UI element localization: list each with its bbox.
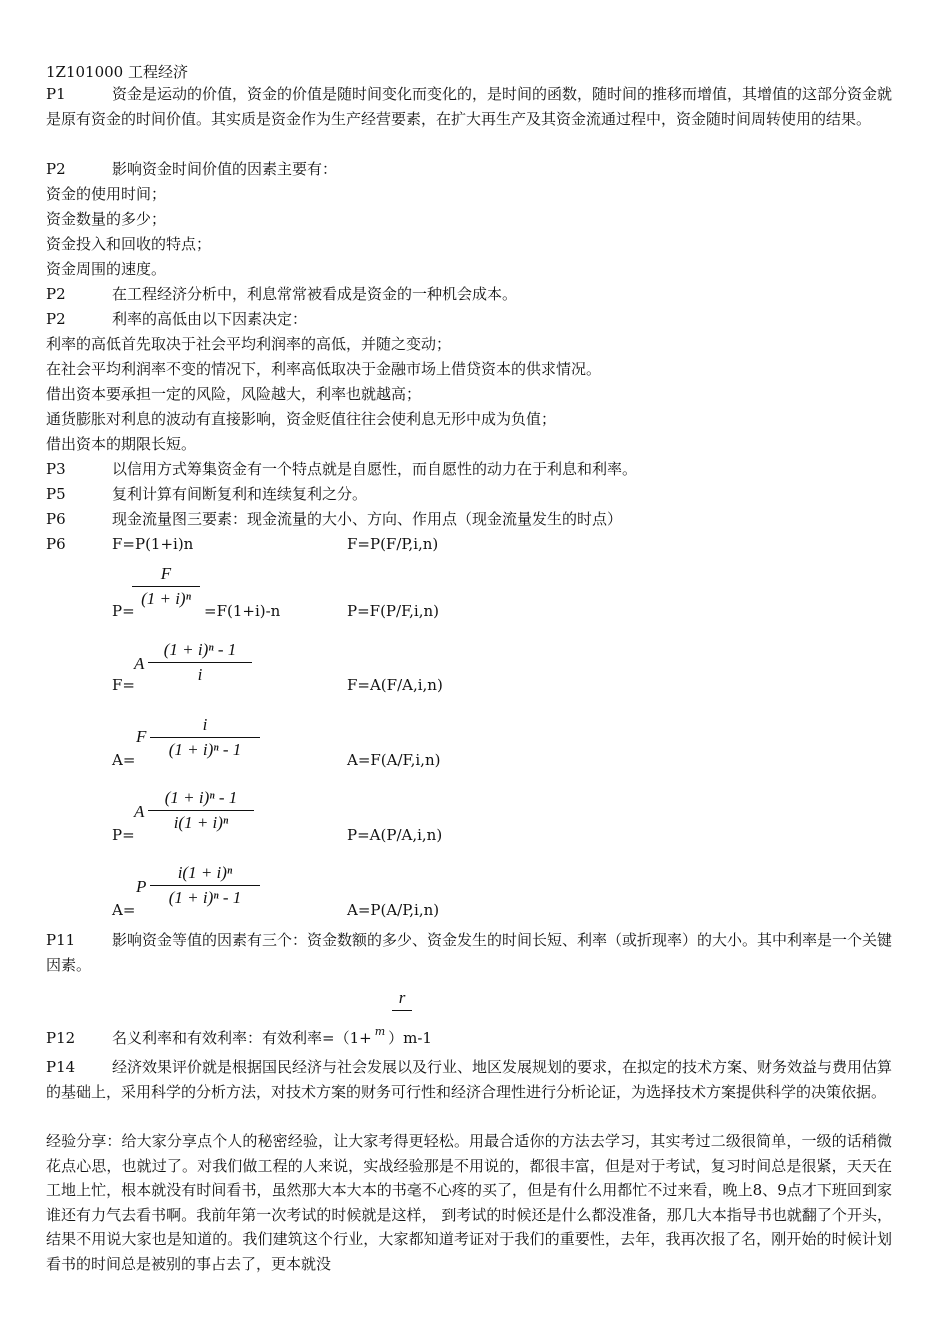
- formula-coefficient: A: [134, 802, 145, 821]
- page-tag: P14: [46, 1058, 76, 1076]
- paragraph-p3: [46, 459, 637, 479]
- paragraph-text: 在工程经济分析中，利息常常被看成是资金的一种机会成本。: [112, 285, 518, 303]
- paragraph-p2b: [46, 284, 517, 304]
- formula-right: A=P(A/P,i,n): [347, 901, 440, 919]
- formula-label: P=: [112, 826, 135, 844]
- formula-fraction: [148, 788, 254, 833]
- formula-coefficient: P: [136, 877, 147, 896]
- formula-numerator: i(1 + i)ⁿ: [150, 863, 260, 886]
- formula-right: P=F(P/F,i,n): [347, 602, 439, 620]
- list-item: 资金的使用时间；: [46, 185, 167, 203]
- formula-label: A=: [112, 751, 136, 769]
- formula-numerator: r: [392, 988, 412, 1011]
- paragraph-text: 名义利率和有效利率：有效利率=（1+: [112, 1029, 372, 1047]
- list-item: 资金投入和回收的特点；: [46, 235, 212, 253]
- formula-fraction: [392, 988, 412, 1011]
- list-item: 利率的高低首先取决于社会平均利润率的高低，并随之变动；: [46, 335, 452, 353]
- list-item: 资金周围的速度。: [46, 260, 167, 278]
- formula-row: [46, 560, 892, 630]
- paragraph-p11: [46, 928, 892, 977]
- paragraph-p5: [46, 484, 367, 504]
- formula-denominator: i: [197, 665, 203, 684]
- formula-label: P=: [112, 602, 135, 620]
- page-tag: P2: [46, 310, 66, 328]
- formula-coefficient: F: [136, 727, 147, 746]
- paragraph-text: 经济效果评价就是根据国民经济与社会发展以及行业、地区发展规划的要求，在拟定的技术方案、财务效益与费用估算的基础上，采用科学的分析方法，对技术方案的财务可行性和经济合理性进行分析论证，为选择技术方案提供科学的决策依据。: [46, 1058, 893, 1101]
- paragraph-p2a: [46, 159, 337, 179]
- formula-tail: =F(1+i)-n: [204, 602, 281, 620]
- formula-fraction: [132, 564, 200, 609]
- formula-numerator: (1 + i)ⁿ - 1: [148, 788, 254, 811]
- formula-tail: ）m-1: [388, 1029, 432, 1047]
- paragraph-text: 复利计算有间断复利和连续复利之分。: [112, 485, 368, 503]
- formula-fraction: [148, 640, 252, 685]
- formula-row: [46, 786, 892, 856]
- paragraph-p1: [46, 82, 892, 131]
- paragraph-text: 以信用方式筹集资金有一个特点就是自愿性，而自愿性的动力在于利息和利率。: [112, 460, 638, 478]
- paragraph-p12: [46, 988, 892, 1047]
- page-tag: P1: [46, 85, 66, 103]
- formula-numerator: F: [132, 564, 200, 587]
- document-header: 1Z101000 工程经济: [46, 63, 188, 81]
- formula-right: A=F(A/F,i,n): [347, 751, 441, 769]
- list-item: 借出资本要承担一定的风险，风险越大，利率也就越高；: [46, 385, 422, 403]
- page-tag: P3: [46, 460, 66, 478]
- formula-right: P=A(P/A,i,n): [347, 826, 443, 844]
- page-tag: P11: [46, 931, 76, 949]
- paragraph-text: 利率的高低由以下因素决定：: [112, 310, 308, 328]
- paragraph-text: 资金是运动的价值，资金的价值是随时间变化而变化的，是时间的函数，随时间的推移而增值，其增值的这部分资金就是原有资金的时间价值。其实质是资金作为生产经营要素，在扩大再生产及其资金流通过程中，资金随时间周转使用的结果。: [46, 85, 893, 128]
- formula-row: [46, 861, 892, 931]
- formula-numerator: (1 + i)ⁿ - 1: [148, 640, 252, 663]
- paragraph-text: 影响资金等值的因素有三个：资金数额的多少、资金发生的时间长短、利率（或折现率）的大小。其中利率是一个关键因素。: [46, 931, 893, 974]
- page-tag: P2: [46, 160, 66, 178]
- formula-fraction: [150, 863, 260, 908]
- formula-numerator: i: [150, 715, 260, 738]
- formula-coefficient: A: [134, 654, 145, 673]
- formula-left: F=P(1+i)n: [112, 535, 194, 553]
- formula-label: A=: [112, 901, 136, 919]
- page-tag: P6: [46, 510, 66, 528]
- formula-fraction: [150, 715, 260, 760]
- formula-right: F=P(F/P,i,n): [347, 535, 439, 553]
- list-item: 资金数量的多少；: [46, 210, 167, 228]
- page-tag: P5: [46, 485, 66, 503]
- formula-row: [46, 636, 892, 706]
- paragraph-text: 现金流量图三要素：现金流量的大小、方向、作用点（现金流量发生的时点）: [112, 510, 623, 528]
- formula-denominator: i(1 + i)ⁿ: [173, 813, 229, 832]
- list-item: 借出资本的期限长短。: [46, 435, 197, 453]
- paragraph-p6b: [46, 534, 892, 554]
- page-tag: P12: [46, 1029, 76, 1047]
- paragraph-text: 影响资金时间价值的因素主要有：: [112, 160, 338, 178]
- list-item: 在社会平均利润率不变的情况下，利率高低取决于金融市场上借贷资本的供求情况。: [46, 360, 602, 378]
- paragraph-p6a: [46, 509, 622, 529]
- p12-line: [46, 1022, 432, 1048]
- list-item: 通货膨胀对利息的波动有直接影响，资金贬值往往会使利息无形中成为负值；: [46, 410, 557, 428]
- formula-denominator: (1 + i)ⁿ: [141, 589, 191, 608]
- page-tag: P2: [46, 285, 66, 303]
- page-tag: P6: [46, 535, 66, 553]
- formula-row: [46, 711, 892, 781]
- formula-denominator: m: [374, 1025, 386, 1038]
- formula-denominator: (1 + i)ⁿ - 1: [168, 740, 242, 759]
- formula-right: F=A(F/A,i,n): [347, 676, 443, 694]
- paragraph-p14: [46, 1055, 892, 1104]
- formula-denominator: (1 + i)ⁿ - 1: [168, 888, 242, 907]
- formula-label: F=: [112, 676, 135, 694]
- paragraph-experience: 经验分享：给大家分享点个人的秘密经验，让大家考得更轻松。用最合适你的方法去学习，其实考过二级很简单，一级的话稍微花点心思，也就过了。对我们做工程的人来说，实战经验那是不用说的，都很丰富，但是对于考试，复习时间总是很紧，天天在工地上忙，根本就没有时间看书，虽然那大本大本的书毫不心疼的买了，但是有什么用都忙不过来看，晚上8、9点才下班回到家谁还有力气去看书啊。我前年第一次考试的时候就是这样， 到考试的时候还是什么都没准备，那几大本指导书也就翻了个开头，结果不用说大家也是知道的。我们建筑这个行业，大家都知道考证对于我们的重要性，去年，我再次报了名，刚开始的时候计划看书的时间总是被别的事占去了，更本就没: [46, 1132, 892, 1273]
- paragraph-p2c: [46, 309, 307, 329]
